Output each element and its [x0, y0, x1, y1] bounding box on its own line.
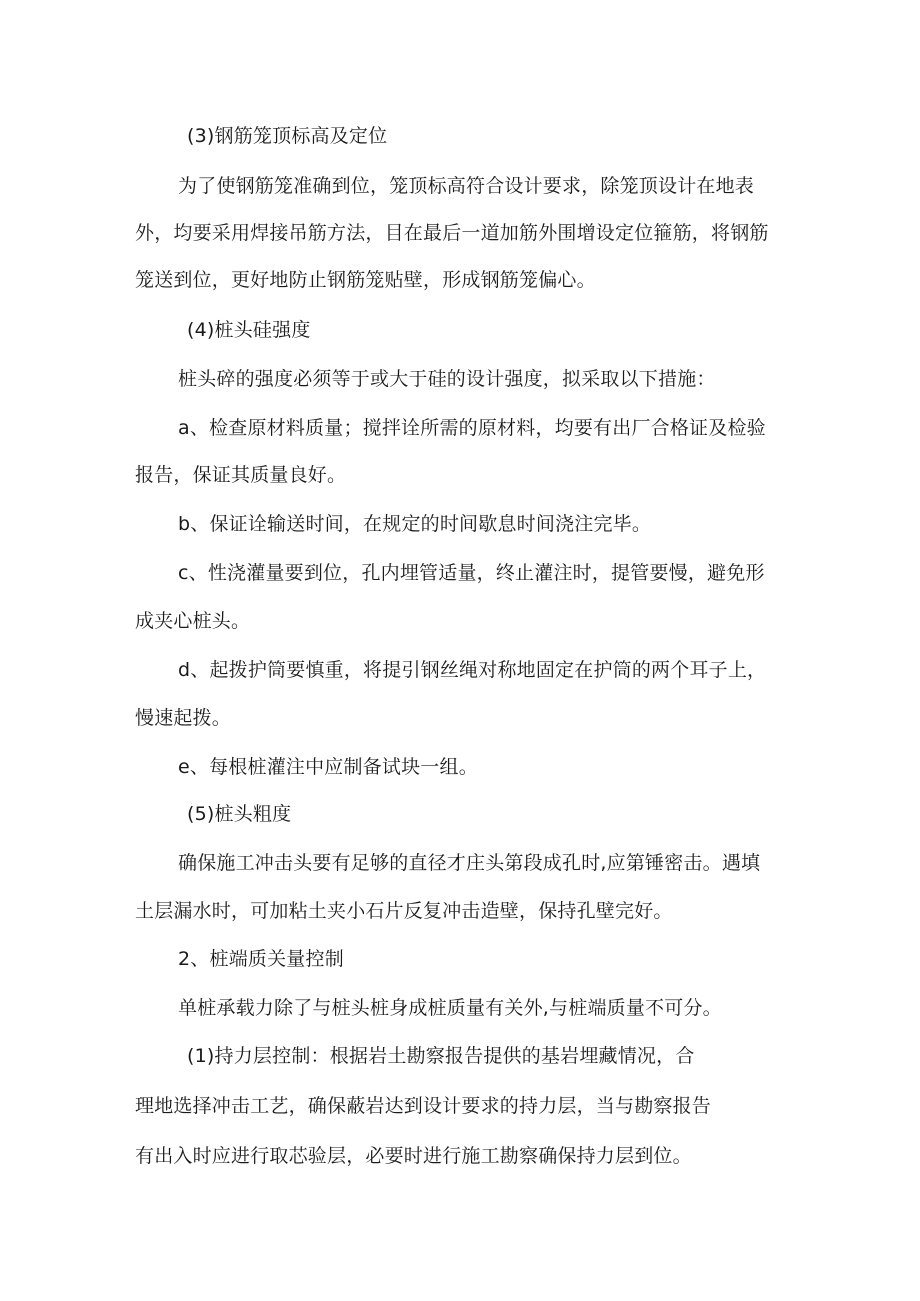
paragraph-line: 理地选择冲击工艺，确保蔽岩达到设计要求的持力层，当与勘察报告 — [135, 1095, 712, 1117]
paragraph-line: 报告，保证其质量良好。 — [135, 464, 347, 486]
paragraph-line: 外，均要采用焊接吊筋方法，目在最后一道加筋外围增设定位箍筋，将钢筋 — [135, 222, 769, 244]
paragraph-line: 土层漏水时，可加粘土夹小石片反复冲击造壁，保持孔壁完好。 — [135, 900, 673, 922]
list-item-c: c、性浇灌量要到位，孔内埋管适量，终止灌注时，提管要慢，避免形 — [178, 562, 765, 584]
paragraph-line: 单桩承载力除了与桩头桩身成桩质量有关外,与桩端质量不可分。 — [178, 997, 722, 1019]
heading-pile-head-diameter: (5)桩头粗度 — [187, 803, 292, 825]
paragraph-bearing-layer-control: (1)持力层控制：根据岩土勘察报告提供的基岩埋藏情况，合 — [187, 1045, 695, 1067]
paragraph-line: 桩头碎的强度必须等于或大于硅的设计强度，拟采取以下措施： — [178, 368, 716, 390]
list-item-d: d、起拨护筒要慎重，将提引钢丝绳对称地固定在护筒的两个耳子上， — [178, 659, 767, 681]
paragraph-line: 确保施工冲击头要有足够的直径才庄头第段成孔时,应第锤密击。遇填 — [178, 852, 761, 874]
heading-cage-top-elevation: (3)钢筋笼顶标高及定位 — [187, 125, 388, 147]
heading-pile-end-quality: 2、桩端质关量控制 — [178, 948, 344, 970]
list-item-e: e、每根桩灌注中应制备试块一组。 — [178, 756, 478, 778]
list-item-b: b、保证诠输送时间，在规定的时间歇息时间浇注完毕。 — [178, 513, 652, 535]
heading-pile-head-strength: (4)桩头硅强度 — [187, 319, 311, 341]
paragraph-line: 有出入时应进行取芯验层，必要时进行施工勘察确保持力层到位。 — [135, 1145, 692, 1167]
paragraph-line: 为了使钢筋笼准确到位，笼顶标高符合设计要求，除笼顶设计在地表 — [178, 175, 755, 197]
list-item-a: a、检查原材料质量；搅拌诠所需的原材料，均要有出厂合格证及检验 — [178, 417, 766, 439]
paragraph-line: 笼送到位，更好地防止钢筋笼贴壁，形成钢筋笼偏心。 — [135, 269, 596, 291]
paragraph-line: 成夹心桩头。 — [135, 610, 251, 632]
paragraph-line: 慢速起拨。 — [135, 707, 232, 729]
